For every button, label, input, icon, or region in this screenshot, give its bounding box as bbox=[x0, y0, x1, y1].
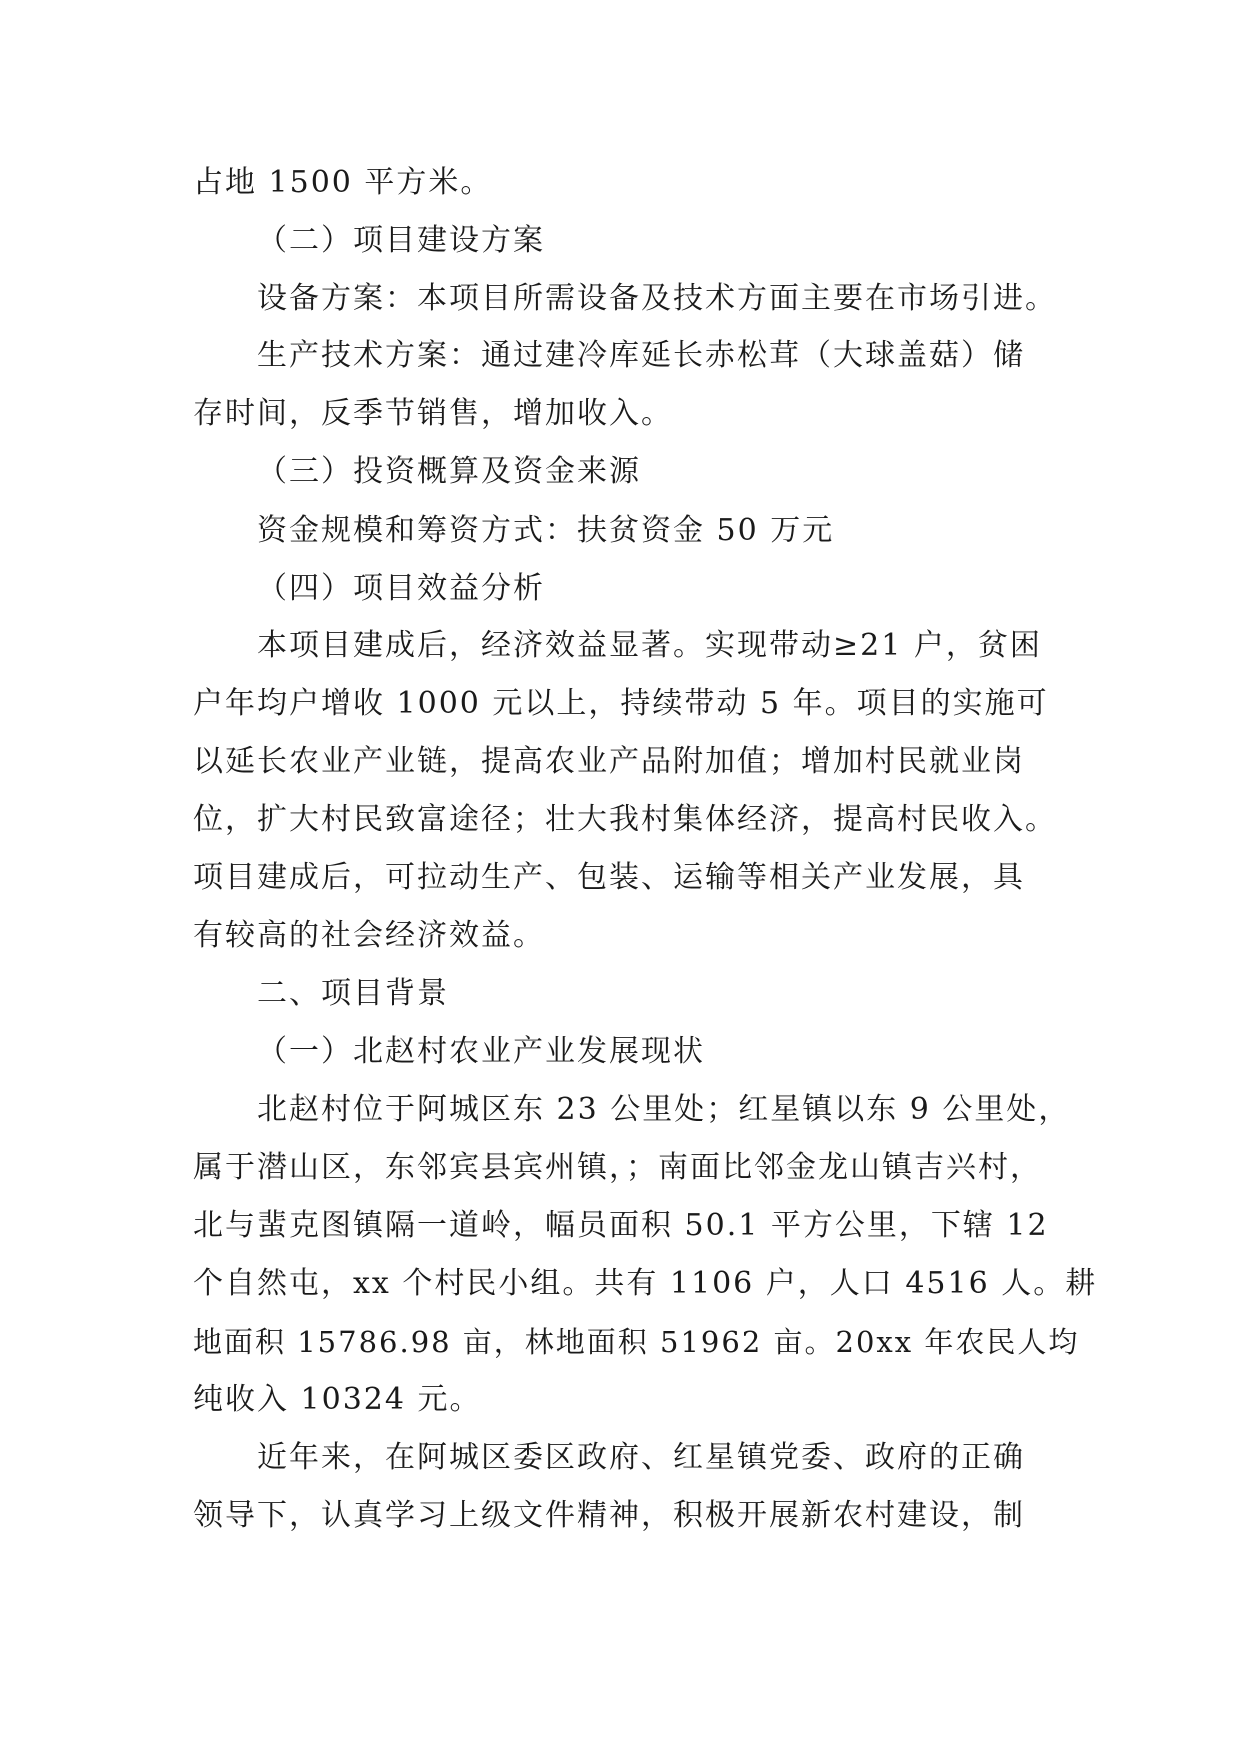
body-text-line: 近年来，在阿城区委区政府、红星镇党委、政府的正确 bbox=[257, 1440, 1025, 1475]
section-heading: （二）项目建设方案 bbox=[257, 223, 545, 258]
body-text-line: 属于潜山区，东邻宾县宾州镇，；南面比邻金龙山镇吉兴村， bbox=[193, 1150, 1042, 1185]
body-text-line: 地面积 15786.98 亩，林地面积 51962 亩。20xx 年农民人均 bbox=[193, 1325, 1080, 1359]
body-text-line: 以延长农业产业链，提高农业产品附加值；增加村民就业岗 bbox=[193, 744, 1025, 779]
body-text-line: 位，扩大村民致富途径；壮大我村集体经济，提高村民收入。 bbox=[193, 802, 1057, 837]
body-text-line: 北与蜚克图镇隔一道岭，幅员面积 50.1 平方公里，下辖 12 bbox=[193, 1208, 1049, 1243]
body-text-line: 项目建成后，可拉动生产、包装、运输等相关产业发展，具 bbox=[193, 860, 1025, 895]
body-text-line: 设备方案：本项目所需设备及技术方面主要在市场引进。 bbox=[257, 281, 1057, 316]
section-heading: （四）项目效益分析 bbox=[257, 571, 545, 606]
body-text-line: 北赵村位于阿城区东 23 公里处；红星镇以东 9 公里处， bbox=[257, 1092, 1071, 1127]
body-text-line: 存时间，反季节销售，增加收入。 bbox=[193, 396, 673, 431]
body-text-line: 有较高的社会经济效益。 bbox=[193, 918, 545, 953]
body-text-line: 纯收入 10324 元。 bbox=[193, 1382, 482, 1417]
section-heading: （一）北赵村农业产业发展现状 bbox=[257, 1034, 705, 1069]
section-heading: （三）投资概算及资金来源 bbox=[257, 454, 641, 489]
chapter-heading: 二、项目背景 bbox=[257, 976, 449, 1011]
body-text-line: 本项目建成后，经济效益显著。实现带动≥21 户，贫困 bbox=[257, 628, 1042, 663]
body-text-line: 占地 1500 平方米。 bbox=[193, 165, 493, 200]
body-text-line: 户年均户增收 1000 元以上，持续带动 5 年。项目的实施可 bbox=[193, 686, 1049, 721]
body-text-line: 资金规模和筹资方式：扶贫资金 50 万元 bbox=[257, 513, 835, 548]
body-text-line: 个自然屯，xx 个村民小组。共有 1106 户，人口 4516 人。耕 bbox=[193, 1266, 1098, 1301]
body-text-line: 领导下，认真学习上级文件精神，积极开展新农村建设，制 bbox=[193, 1498, 1025, 1533]
body-text-line: 生产技术方案：通过建冷库延长赤松茸（大球盖菇）储 bbox=[257, 338, 1025, 373]
